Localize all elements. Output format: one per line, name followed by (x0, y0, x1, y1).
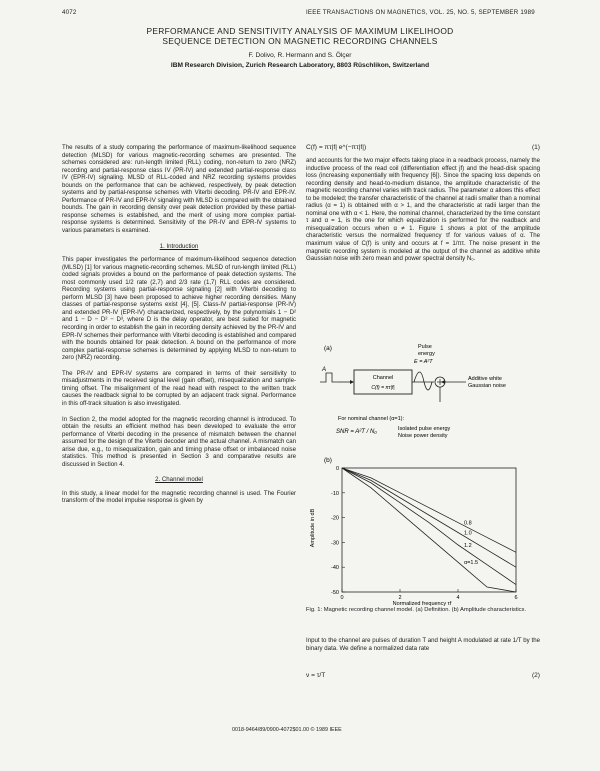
right-paragraph-2: Input to the channel are pulses of duration T and height A modulated at rate 1/T by the binary data. We define a normalized data rate (306, 637, 540, 652)
series-label: 0.8 (464, 520, 472, 527)
y-tick-label: -40 (331, 565, 339, 572)
noise-label-2: Gaussian noise (468, 383, 506, 389)
amplitude-chart (331, 466, 517, 601)
journal-header: IEEE TRANSACTIONS ON MAGNETICS, VOL. 25, NO. 5, SEPTEMBER 1989 (306, 9, 535, 16)
intro-paragraph-3: In Section 2, the model adopted for the magnetic recording channel is introduced. To obtain the results an efficient method has been developed to evaluate the error performance of Viterbi decoding in the presence of mismatch between the channel assumed for the design of the Viterbi decoder and the actual channel. A mismatch can arise due, e.g., to misequalization, gain and timing phase offset or imbalanced noise statistics. This method is presented in Section 3 and comparative results are discussed in Section 4. (62, 415, 296, 468)
figure-svg (306, 340, 540, 608)
snr-formula: SNR = A²T / N₀ (336, 429, 377, 435)
x-tick-label: 6 (514, 595, 518, 601)
series-label: α=1.5 (464, 560, 479, 567)
x-tick-label: 4 (456, 595, 460, 601)
series-label: 1.0 (464, 530, 472, 537)
input-pulse (320, 373, 338, 382)
y-tick-label: -10 (331, 490, 339, 497)
figure-label-b: (b) (324, 457, 332, 464)
right-paragraph-1: and accounts for the two major effects taking place in a readback process, namely the inductive process of the read coil (differentiation effect jf) and the head-disk spacing loss (increasing exponentially with frequency [6]). Since the spacing loss depends on recording density and head-to-medium distance, the amplitude characteristic of the magnetic recording channel varies with track radius. The parameter α allows this effect to be modeled; the transfer characteristic of the channel at radii smaller than a nominal radius (α = 1) is obtained with α > 1, and the characteristic at radii larger than the nominal one with α < 1. Here, the nominal channel, characterized by the time constant τ and α = 1, is the one for which equalization is performed for the readback and misequalization occurs when α ≠ 1. Figure 1 shows a plot of the amplitude characteristic versus the normalized frequency τf for various values of α. The maximum value of C(f) is unity and occurs at f = 1/πτ. The noise present in the magnetic recording system is modeled at the output of the channel as additive white Gaussian noise with zero mean and power spectral density N₀. (306, 157, 540, 263)
section-2-heading-text: 2. Channel model (155, 476, 203, 484)
section-1-heading (62, 243, 296, 251)
energy-label: energy (418, 351, 435, 357)
right-column-text (306, 157, 540, 271)
series-line-0-8 (342, 468, 516, 552)
channel-model-paragraph: In this study, a linear model for the magnetic recording channel is used. The Fourier transform of the model impulse response is given by (62, 489, 296, 505)
paper-title (100, 26, 500, 46)
noise-arrow-head (441, 380, 445, 384)
title-line-2: SEQUENCE DETECTION ON MAGNETIC RECORDING CHANNELS (162, 36, 438, 46)
energy-formula: E = A²T (414, 359, 433, 365)
equation-2-text: ν = τ/T (306, 672, 326, 679)
equation-2-number: (2) (531, 672, 540, 679)
series-line-1-5 (342, 468, 516, 592)
input-arrow-head (350, 380, 354, 384)
equation-2 (306, 672, 540, 679)
y-tick-label: 0 (335, 466, 339, 472)
snr-description-1: Isolated pulse energy (398, 426, 451, 432)
equation-1-text: C(f) = πτ|f| e^(−πτ|f|) (306, 144, 367, 151)
affiliation: IBM Research Division, Zurich Research Laboratory, 8803 Rüschlikon, Switzerland (170, 62, 430, 69)
abstract: The results of a study comparing the performance of maximum-likelihood sequence detection (MLSD) for various magnetic-recording schemes are presented. The schemes considered are: run-length limited (RLL) coding, non-return to zero (NRZ) recording and partial-response class IV (PR-IV) and extended partial-response class IV (EPR-IV) signaling. MLSD of RLL-coded and NRZ recording systems provides bounds on the performance that can be achieved, respectively, by peak detection systems and by partial-response schemes with Viterbi decoding. PR-IV and EPR-IV. Performance of PR-IV and EPR-IV signaling with MLSD is compared with the obtained bounds. The gain in recording density over peak detection provided by these partial-response schemes is established, and the merit of using more complex partial-response systems is determined. Sensitivity of the PR-IV and EPR-IV systems to various parameters is examined. (62, 144, 296, 235)
channel-function: C(f) = πτ|f| (371, 385, 395, 391)
figure-caption: Fig. 1: Magnetic recording channel model. (a) Definition. (b) Amplitude characteristics. (306, 607, 527, 613)
section-2-heading (62, 476, 296, 484)
y-tick-label: -20 (331, 515, 339, 522)
y-tick-label: -30 (331, 540, 339, 547)
section-1-heading-text: 1. Introduction (159, 242, 199, 250)
page-number: 4072 (62, 9, 77, 16)
channel-label: Channel (372, 375, 394, 381)
authors: F. Dolivo, R. Hermann and S. Ölçer (248, 52, 352, 59)
nominal-label: For nominal channel (α=1): (338, 416, 405, 422)
response-pulse (414, 372, 432, 390)
pulse-label: Pulse (418, 344, 432, 350)
noise-label: Additive white (468, 376, 502, 382)
equation-1 (306, 144, 540, 151)
equation-1-number: (1) (531, 144, 540, 151)
y-tick-label: -50 (331, 590, 339, 596)
y-axis-label: Amplitude in dB (310, 508, 316, 548)
x-tick-label: 2 (398, 595, 402, 601)
chart-frame (342, 468, 516, 592)
figure-label-a: (a) (324, 345, 332, 352)
copyright-footer: 0018-9464/89/0900-4072$01.00 © 1989 IEEE (232, 727, 342, 733)
snr-description-2: Noise power density (398, 433, 448, 439)
intro-paragraph-2: The PR-IV and EPR-IV systems are compared in terms of their sensitivity to misadjustments in the received signal level (gain offset), misequalization and sample-timing offset. The misalignment of the read head with respect to the written track causes the readback signal to be corrupted by an adjacent track signal. Performance in this off-track situation is also investigated. (62, 369, 296, 407)
input-label: A (322, 367, 327, 373)
series-label: 1.2 (464, 542, 472, 549)
figure-1 (306, 340, 540, 630)
title-line-1: PERFORMANCE AND SENSITIVITY ANALYSIS OF MAXIMUM LIKELIHOOD (146, 26, 454, 36)
left-column (62, 144, 296, 513)
x-axis-label: Normalized frequency τf (392, 601, 452, 607)
x-tick-label: 0 (340, 595, 344, 601)
intro-paragraph-1: This paper investigates the performance of maximum-likelihood sequence detection (MLSD) [1] for various magnetic-recording schemes. MLSD of run-length limited (RLL) coded signals provides a bound on the performance of peak detection systems. The most commonly used 1/2 rate (2,7) and 2/3 rate (1,7) RLL codes are considered. Recording systems using partial-response signaling [2] with Viterbi decoding to perform MLSD [3] have been proposed to achieve higher recording densities. Many classes of partial-response systems exist [4], [5]. Class-IV partial-response (PR-IV) and extended PR-IV (EPR-IV) characterized, respectively, by the polynomials 1 − D² and 1 − D − D² − D³, where D is the delay operator, are best suited for magnetic recording in order to establish the gain in recording density achieved by the PR-IV and EPR-IV schemes their performance with Viterbi decoding is established and compared with the bounds obtained for peak detection. A bound on the performance of more complex partial-response schemes is determined by applying MLSD to non-return to zero (NRZ) recording. (62, 256, 296, 362)
right-column-bottom (306, 637, 540, 660)
series-line-1-0 (342, 468, 516, 567)
